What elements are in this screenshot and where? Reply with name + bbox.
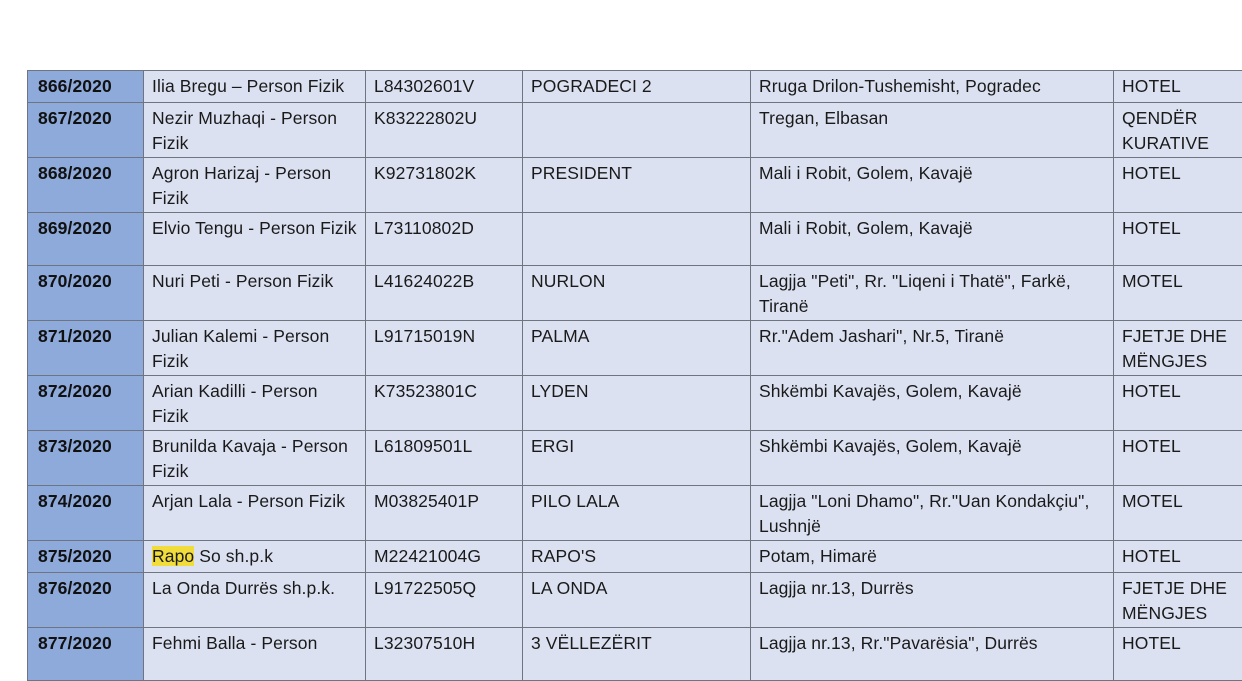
license-number-cell: 869/2020 [28,213,144,266]
address-cell: Potam, Himarë [751,541,1114,573]
license-registry-table [27,70,1242,681]
address-cell: Shkëmbi Kavajës, Golem, Kavajë [751,431,1114,486]
license-number-cell: 867/2020 [28,103,144,158]
category-cell: HOTEL [1114,541,1242,573]
table-row [28,158,1242,213]
license-number-cell: 875/2020 [28,541,144,573]
nipt-cell: L61809501L [366,431,523,486]
license-number-cell: 873/2020 [28,431,144,486]
business-name-cell: PILO LALA [523,486,751,541]
table-row [28,103,1242,158]
business-name-cell: POGRADECI 2 [523,71,751,103]
license-number-cell: 872/2020 [28,376,144,431]
business-name-cell: PRESIDENT [523,158,751,213]
nipt-cell: K73523801C [366,376,523,431]
license-number-cell: 874/2020 [28,486,144,541]
business-name-cell [523,103,751,158]
table-row [28,628,1242,681]
business-name-cell: PALMA [523,321,751,376]
table-row [28,213,1242,266]
business-name-cell: NURLON [523,266,751,321]
address-cell: Tregan, Elbasan [751,103,1114,158]
table-row [28,71,1242,103]
category-cell: FJETJE DHE MËNGJES [1114,573,1242,628]
category-cell: HOTEL [1114,628,1242,681]
subject-cell: Arjan Lala - Person Fizik [144,486,366,541]
address-cell: Lagjja "Loni Dhamo", Rr."Uan Kondakçiu", Lushnjë [751,486,1114,541]
business-name-cell: 3 VËLLEZËRIT [523,628,751,681]
subject-text: So sh.p.k [194,546,273,566]
table-row [28,486,1242,541]
category-cell: HOTEL [1114,431,1242,486]
license-number-cell: 876/2020 [28,573,144,628]
nipt-cell: M03825401P [366,486,523,541]
nipt-cell: L91722505Q [366,573,523,628]
table-row [28,266,1242,321]
category-cell: FJETJE DHE MËNGJES [1114,321,1242,376]
license-number-cell: 870/2020 [28,266,144,321]
nipt-cell: K92731802K [366,158,523,213]
subject-cell: Brunilda Kavaja - Person Fizik [144,431,366,486]
business-name-cell: LYDEN [523,376,751,431]
table-row [28,573,1242,628]
address-cell: Lagjja nr.13, Rr."Pavarësia", Durrës [751,628,1114,681]
nipt-cell: L91715019N [366,321,523,376]
subject-cell: Nezir Muzhaqi - Person Fizik [144,103,366,158]
address-cell: Shkëmbi Kavajës, Golem, Kavajë [751,376,1114,431]
category-cell: HOTEL [1114,213,1242,266]
license-number-cell: 866/2020 [28,71,144,103]
business-name-cell [523,213,751,266]
business-name-cell: ERGI [523,431,751,486]
address-cell: Lagjja "Peti", Rr. "Liqeni i Thatë", Farkë, Tiranë [751,266,1114,321]
subject-cell: Fehmi Balla - Person [144,628,366,681]
business-name-cell: LA ONDA [523,573,751,628]
nipt-cell: M22421004G [366,541,523,573]
table-row [28,431,1242,486]
subject-cell [144,541,366,573]
nipt-cell: L84302601V [366,71,523,103]
business-name-cell: RAPO'S [523,541,751,573]
address-cell: Rr."Adem Jashari", Nr.5, Tiranë [751,321,1114,376]
category-cell: MOTEL [1114,486,1242,541]
license-number-cell: 871/2020 [28,321,144,376]
address-cell: Rruga Drilon-Tushemisht, Pogradec [751,71,1114,103]
address-cell: Lagjja nr.13, Durrës [751,573,1114,628]
nipt-cell: L32307510H [366,628,523,681]
category-cell: HOTEL [1114,71,1242,103]
category-cell: QENDËR KURATIVE [1114,103,1242,158]
subject-cell: Elvio Tengu - Person Fizik [144,213,366,266]
subject-cell: Ilia Bregu – Person Fizik [144,71,366,103]
category-cell: HOTEL [1114,158,1242,213]
subject-cell: La Onda Durrës sh.p.k. [144,573,366,628]
subject-cell: Arian Kadilli - Person Fizik [144,376,366,431]
license-number-cell: 877/2020 [28,628,144,681]
address-cell: Mali i Robit, Golem, Kavajë [751,213,1114,266]
nipt-cell: K83222802U [366,103,523,158]
highlighted-text: Rapo [152,546,194,566]
nipt-cell: L73110802D [366,213,523,266]
table-row [28,321,1242,376]
license-number-cell: 868/2020 [28,158,144,213]
subject-cell: Agron Harizaj - Person Fizik [144,158,366,213]
nipt-cell: L41624022B [366,266,523,321]
category-cell: MOTEL [1114,266,1242,321]
table-row [28,376,1242,431]
category-cell: HOTEL [1114,376,1242,431]
subject-cell: Nuri Peti - Person Fizik [144,266,366,321]
subject-cell: Julian Kalemi - Person Fizik [144,321,366,376]
table-row [28,541,1242,573]
address-cell: Mali i Robit, Golem, Kavajë [751,158,1114,213]
